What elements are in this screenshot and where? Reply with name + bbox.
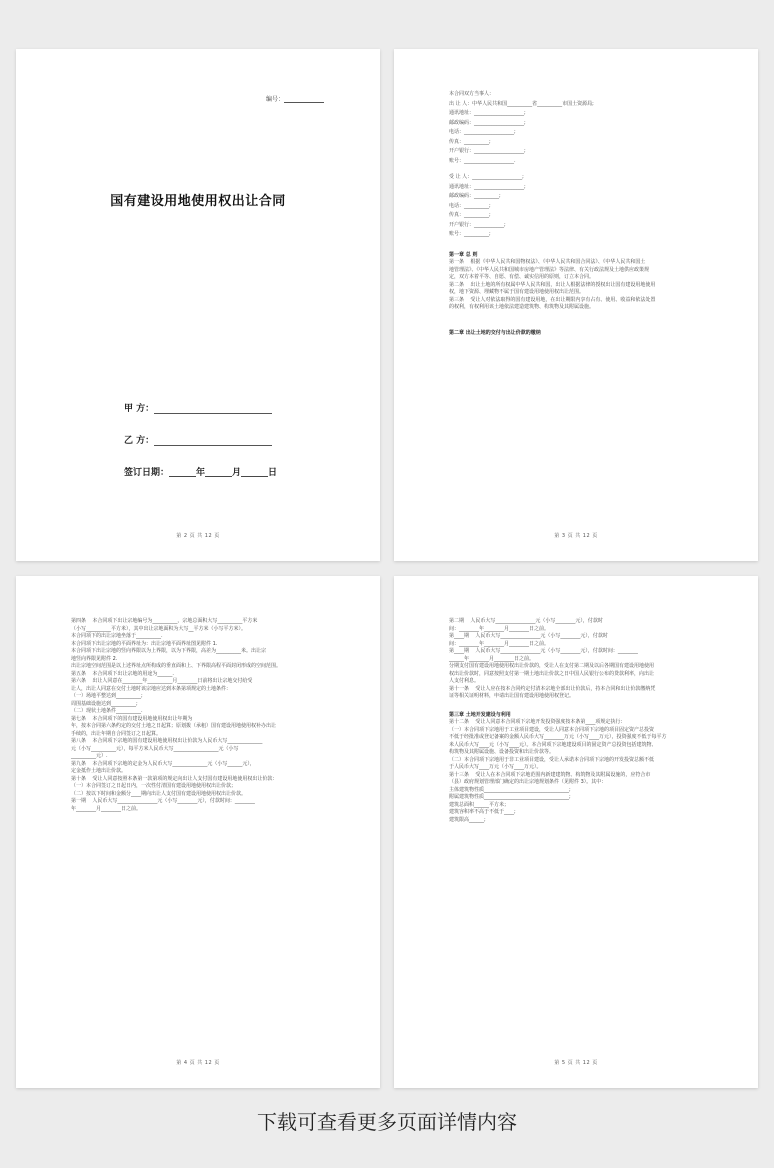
- text-line: 不低于经批准或登记备案的金额人民币大写________万元（小写____万元），投资强度不低于每平方: [449, 734, 667, 740]
- contract-number-label: 编号：: [265, 96, 284, 103]
- text-line: （一）本合同签订之日起日内，一次性付清国有建设用地使用权出让价款；: [71, 783, 237, 789]
- text-line: 第七条 本合同项下的国有建设用地使用权出让年期为: [71, 715, 193, 722]
- text-line: 邮政编码：____________________;: [449, 119, 526, 126]
- chapter-heading: 第二章 出让土地的交付与出让价款的缴纳: [449, 329, 541, 336]
- document-page-4: [394, 576, 758, 1088]
- document-page-cover: [16, 49, 380, 561]
- text-line: 第二期 人民币大写________________元（小写________元），付款时: [449, 618, 603, 624]
- text-line: 电话：__________;: [449, 202, 491, 209]
- text-line: 年，按本合同第六条约定的交付土地之日起算；原划拨（承租）国有建设用地使用权补办出让: [71, 723, 277, 729]
- page-number: 第 2 页 共 12 页: [176, 533, 220, 539]
- text-line: 第一条 根据《中华人民共和国物权法》、《中华人民共和国合同法》、《中华人民共和国土: [449, 259, 646, 265]
- text-line: 电话：____________________;: [449, 129, 516, 135]
- chapter-heading: 第三章 土地开发建设与利用: [449, 711, 511, 718]
- clause-lines: [449, 618, 701, 701]
- text-line: 账号：__________;: [449, 231, 491, 237]
- text-line: 第六条 出让人同意在________年__________月________日前将出让宗地交付给受: [71, 678, 253, 684]
- text-line: 邮政编码：__________;: [449, 193, 501, 199]
- text-line: 出 让 人：中华人民共和国__________省__________市国土资源局;: [449, 100, 594, 107]
- text-line: 权，地下资源、埋藏物不属于国有建设用地使用权出让范围。: [449, 289, 585, 295]
- page-number: 第 4 页 共 12 页: [176, 1060, 220, 1066]
- text-line: （一）本合同项下宗地用于工业项目建设，受让人同意本合同项下宗地的项目固定资产总投资: [449, 726, 655, 733]
- text-line: 手续的，出让年期自合同签订之日起算。: [71, 730, 162, 737]
- text-line: 定金抵作土地出让价款。: [71, 768, 127, 774]
- text-line: （一）场地平整达到__________;: [71, 693, 143, 699]
- contract-number-blank: [284, 96, 324, 103]
- text-line: 让人，出让人同意在交付土地时该宗地应达到本条第项规定的土地条件：: [71, 685, 232, 692]
- sign-date: 签订日期：______年______月______日: [124, 468, 278, 478]
- text-line: （县）政府规划管理部门确定的出让宗地规划条件（见附件 3）。其中：: [449, 779, 607, 785]
- text-line: （二）按以下时间和金额分____期向出让人支付国有建设用地使用权出让价款。: [71, 790, 247, 797]
- document-page-2: [394, 49, 758, 561]
- page-body: [449, 91, 701, 337]
- text-line: 账号：____________________.: [449, 157, 516, 164]
- text-line: 第十二条 受让人同意本合同项下宗地开发投资强度按本条第____项规定执行：: [449, 719, 626, 725]
- text-line: 受 让 人：____________________;: [449, 174, 524, 180]
- text-line: 第____期 人民币大写________________元（小写________元），付款时间：________: [449, 648, 638, 654]
- chapter-lines: [449, 259, 701, 312]
- party-b-blank: [154, 436, 272, 446]
- text-line: 本合同项下出让宗地的竖向界限以为上界限，以为下界限，高差为__________米。出让宗: [71, 648, 267, 654]
- text-line: 第三条 受让人对依法取得的国有建设用地，在出让期限内享有占有、使用、收益和依法处置: [449, 296, 656, 303]
- text-line: 间：________年________月________日之前。: [449, 625, 550, 632]
- text-line: 构筑物及其附属设施、设备投资和出让价款等。: [449, 749, 555, 755]
- text-line: 传真：__________;: [449, 212, 491, 218]
- text-line: 第十条 受让人同意按照本条第一款第项的规定向出让人支付国有建设用地使用权出让价款：: [71, 775, 278, 782]
- text-line: 地竖向界限见附件 2.: [71, 655, 118, 662]
- text-line: 元（小写__________元），每平方米人民币大写__________________元（小写: [71, 745, 239, 752]
- page-number: 第 5 页 共 12 页: [554, 1060, 598, 1066]
- text-line: 第八条 本合同项下宗地的国有建设用地使用权出让价款为人民币大写______________: [71, 738, 263, 744]
- text-line: 米人民币大写____元（小写____元）。本合同项下宗地建设项目的固定资产总投资包括建筑物、: [449, 741, 657, 748]
- text-line: 第二条 出让土地的所有权属中华人民共和国，出让人根据法律的授权出让国有建设用地使用: [449, 281, 656, 288]
- text-line: __________元）.: [71, 753, 108, 759]
- text-line: 建筑限高______;: [449, 816, 486, 823]
- text-line: 主体建筑物性质__________________________________;: [449, 786, 571, 793]
- text-line: 传真：__________;: [449, 138, 491, 145]
- text-line: 本合同项下的出让宗地坐落于__________.: [71, 633, 163, 639]
- contract-title: 国有建设用地使用权出让合同: [110, 194, 286, 209]
- text-line: 第一期 人民币大写________________元（小写________元），付款时间：________: [71, 798, 255, 804]
- text-line: 通讯地址：____________________;: [449, 183, 526, 190]
- text-line: 开户银行：____________________;: [449, 148, 526, 154]
- spacer: [449, 167, 701, 174]
- text-line: 附属建筑物性质__________________________________;: [449, 794, 571, 800]
- text-line: 第九条 本合同项下宗地的定金为人民币大写______________元（小写______元），: [71, 760, 255, 767]
- text-line: 年________月________日之前。: [71, 805, 142, 812]
- page-number: 第 3 页 共 12 页: [554, 533, 598, 539]
- chapter-heading: 第一章 总 则: [449, 251, 478, 258]
- text-line: 本合同双方当事人：: [449, 91, 495, 97]
- party-info-lines: [449, 91, 701, 239]
- document-page-3: [16, 576, 380, 1088]
- text-line: 开户银行：____________;: [449, 221, 506, 228]
- text-line: 建筑总面积______平方米；: [449, 801, 510, 808]
- text-line: 第十三条 受让人在本合同项下宗地范围内新建建筑物、构筑物及其附属设施的，应符合市: [449, 771, 651, 778]
- text-line: 本合同项下出让宗地的平面界址为：出让宗地平面界址图见附件 1.: [71, 640, 218, 647]
- party-b-label: 乙 方：: [124, 436, 155, 446]
- text-line: 分期支付国有建设用地使用权出让价款的，受让人在支付第二期及以后各期国有建设用地使用: [449, 663, 655, 669]
- download-prompt-text: 下载可查看更多页面详情内容: [257, 1110, 517, 1134]
- text-line: 人支付利息。: [449, 678, 480, 684]
- page-body: [449, 618, 701, 824]
- text-line: （小写__________平方米），其中出让宗地面积为大写__平方米（小写平方米）。: [71, 625, 247, 632]
- party-a-blank: [154, 404, 272, 414]
- chapter-lines: [449, 719, 701, 824]
- clause-lines: [71, 618, 323, 813]
- text-line: 第五条 本合同项下出让宗地的用途为______.: [71, 670, 174, 677]
- text-line: 第四条 本合同项下出让宗地编号为__________，宗地总面积大写__________平方米: [71, 618, 258, 624]
- text-line: 于人民币大写____万元（小写____万元）。: [449, 764, 542, 770]
- contract-number: [266, 94, 324, 103]
- text-line: ______年________月________日之前。: [449, 655, 535, 662]
- text-line: 定，双方本着平等、自愿、有偿、诚实信用的原则，订立本合同。: [449, 274, 595, 280]
- text-line: 通讯地址：____________________;: [449, 110, 526, 116]
- text-line: 出让宗地空间范围是以上述界址点所构成的垂直面和上、下界限高程平面封闭形成的空间范围。: [71, 663, 282, 669]
- text-line: 周围基础设施达到__________;: [71, 700, 138, 707]
- party-b-row: [124, 433, 272, 446]
- text-line: 建筑容积率不高于不低于____;: [449, 809, 516, 815]
- text-line: 第十一条 受让人应在按本合同约定付清本宗地全部出让价款后，持本合同和出让价款缴纳凭: [449, 685, 656, 692]
- text-line: 证等相关证明材料，申请出让国有建设用地使用权登记。: [449, 693, 575, 699]
- text-line: （二）本合同项下宗地用于非工业项目建设，受让人承诺本合同项下宗地的开发投资总额不低: [449, 756, 655, 763]
- text-line: 地管理法》、《中华人民共和国城市房地产管理法》等法律、有关行政法规及土地供应政策规: [449, 266, 650, 273]
- party-a-row: [124, 401, 272, 414]
- page-body: [71, 618, 323, 813]
- text-line: 第____期 人民币大写________________元（小写________元），付款时: [449, 633, 608, 639]
- party-a-label: 甲 方：: [124, 404, 155, 414]
- text-line: （二）现状土地条件__________.: [71, 708, 143, 714]
- text-line: 间：________年________月________日之前。: [449, 640, 550, 647]
- text-line: 的权利，有权利用该土地依法建造建筑物、构筑物及其附属设施。: [449, 304, 595, 310]
- text-line: 权出让价款时，同意按照支付第一期土地出让价款之日中国人民银行公布的贷款利率，向出让: [449, 670, 655, 677]
